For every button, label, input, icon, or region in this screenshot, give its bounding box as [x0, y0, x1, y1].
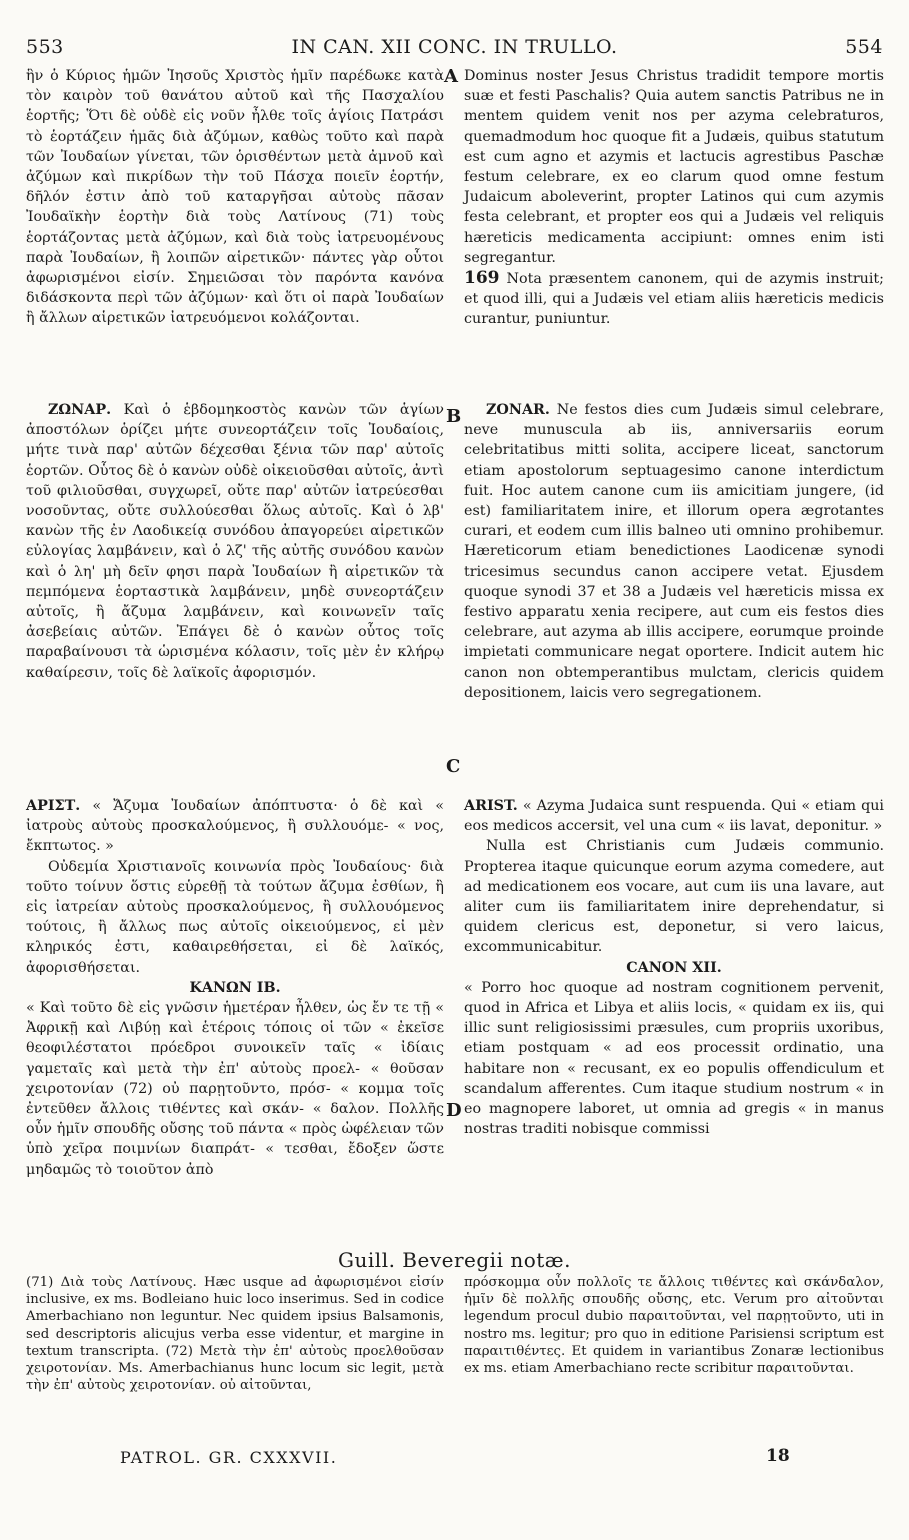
notes-right: πρόσκομμα οὖν πολλοῖς τε ἄλλοις τιθέντες καὶ σκάνδαλον, ἡμῖν δὲ πολλῆς σπουδῆς οὔσης, etc. Verum pro αἰτοῦνται legendum procul dubio παραιτοῦνται, vel παρῃτοῦντο, uti in nostro ms. legitur; pro quo in editione Parisiensi scriptum est παραιτιθέντες. Et quidem in variantibus Zonaræ lectionibus ex ms. etiam Amerbachiano recte scribitur παραιτοῦνται. [464, 1275, 884, 1377]
greek-para1: ἣν ὁ Κύριος ἡμῶν Ἰησοῦς Χριστὸς ἡμῖν παρέδωκε κατὰ τὸν καιρὸν τοῦ θανάτου αὐτοῦ καὶ τῆς Πασχαλίου ἑορτῆς; Ὅτι δὲ οὐδὲ εἰς νοῦν ἦλθε τοῖς ἁγίοις Πατράσι τὸ ἑορτάζειν ἡμᾶς διὰ ἀζύμων, καθὼς τοῦτο καὶ παρὰ τῶν Ἰουδαίων γίνεται, τῶν ὁρισθέντων μετὰ ἀμνοῦ καὶ ἀζύμων καὶ πικρίδων τὴν τοῦ Πάσχα ποιεῖν ἑορτήν, δῆλόν ἐστιν ἀπὸ τοῦ καταργῆσαι αὐτοὺς πᾶσαν Ἰουδαϊκὴν ἑορτὴν διὰ τοὺς Λατίνους (71) τοὺς ἑορτάζοντας μετὰ ἀζύμων, καὶ διὰ τοὺς ἰατρευομένους παρὰ Ἰουδαίων, ἢ λοιπῶν αἱρετικῶν· πάντες γὰρ οὗτοι ἀφωρισμένοι εἰσίν. Σημειῶσαι τὸν παρόντα κανόνα διδάσκοντα περὶ τῶν ἀζύμων· καὶ ὅτι οἱ παρὰ Ἰουδαίων ἢ ἄλλων αἱρετικῶν ἰατρευόμενοι κολάζονται. [26, 68, 444, 327]
canon-heading-latin: CANON XII. [626, 959, 722, 976]
margin-letter-a: A [444, 66, 458, 87]
canon-text-greek: « Καὶ τοῦτο δὲ εἰς γνῶσιν ἡμετέραν ἦλθεν, ὡς ἔν τε τῇ « Ἀφρικῇ καὶ Λιβύῃ καὶ ἑτέροις τόποις οἱ τῶν « ἐκεῖσε θεοφιλέστατοι πρόεδροι συνοικεῖν ταῖς « ἰδίαις γαμεταῖς καὶ μετὰ τὴν ἐπ' αὐτοὺς προελ- « θοῦσαν χειροτονίαν (72) οὐ παρῃτοῦντο, πρόσ- « κομμα τοῖς ἐντεῦθεν ἄλλοις τιθέντες καὶ σκάν- « δαλον. Πολλῆς οὖν ἡμῖν σπουδῆς οὔσης τοῦ πάντα « πρὸς ὠφέλειαν τῶν ὑπὸ χεῖρα ποιμνίων διαπράτ- « τεσθαι, ἔδοξεν ὥστε μηδαμῶς τὸ τοιοῦτον ἀπὸ [26, 1000, 444, 1178]
page-number-right: 554 [845, 36, 883, 58]
zonaras-label-latin: ZONAR. [486, 402, 550, 418]
notes-title: Guill. Beveregii notæ. [338, 1248, 571, 1272]
running-head [26, 36, 883, 62]
canon-text-latin: « Porro hoc quoque ad nostram cognitionem pervenit, quod in Africa et Libya et aliis locis, « quidam ex iis, qui illic sunt religiosissimi præsules, cum propriis uxoribus, etiam postquam « ad eos processit ordinatio, una habitare non « recusant, ex eo populis offendiculum et scandalum afferentes. Cum itaque studium nostrum « in eo magnopere laboret, ut omnia ad gregis « in manus nostras traditi nobisque commissi [464, 979, 884, 1138]
notes-left: (71) Διὰ τοὺς Λατίνους. Hæc usque ad ἀφωρισμένοι εἰσίν inclusive, ex ms. Bodleiano huic loco inserimus. Sed in codice Amerbachiano non leguntur. Nec quidem ipsius Balsamonis, sed descriptoris alicujus verba esse videntur, et margine in textum transcripta. (72) Μετὰ τὴν ἐπ' αὐτοὺς προελθοῦσαν χειροτονίαν. Ms. Amerbachianus hunc locum sic legit, μετὰ τὴν ἐπ' αὐτοὺς χειροτονίαν. οὐ αἰτοῦνται, [26, 1275, 444, 1394]
page-title: IN CAN. XII CONC. IN TRULLO. [291, 36, 618, 58]
arist-label-greek: ΑΡΙΣΤ. [26, 798, 81, 814]
zonaras-label-greek: ΖΩΝΑΡ. [48, 402, 112, 418]
latin-zonaras: ZONAR. Ne festos dies cum Judæis simul celebrare, neve munuscula ab iis, anniversariis eorum celebritatibus mitti solita, accipere liceat, sanctorum etiam apostolorum septuagesimo canone interdictum fuit. Hoc autem canone cum iis amicitiam jungere, (id est) familiaritatem inire, et illorum opera ægrotantes curari, et eodem cum illis balneo uti omnino prohibemur. Hæreticorum etiam benedictiones Laodicenæ synodi tricesimus secundus canon accipere vetat. Ejusdem quoque synodi 37 et 38 a Judæis vel hæreticis missa ex festivo apparatu xenia recipere, aut cum eis festos dies celebrare, aut azyma ab illis accipere, eorumque proinde impietati communicare negat oportere. Indicit autem hic canon non obtemperantibus mulctam, clericis quidem depositionem, laicis vero segregationem. [464, 402, 884, 701]
page-number-left: 553 [26, 36, 64, 58]
canon-heading-greek: ΚΑΝΩΝ ΙΒ. [189, 979, 281, 996]
margin-letter-b: B [446, 406, 462, 427]
latin-para1: Dominus noster Jesus Christus tradidit tempore mortis suæ et festi Paschalis? Quia autem sanctis Patribus ne in mentem quidem venit nos per azyma celebraturos, quemadmodum hoc quoque fit a Judæis, quibus statutum est cum agno et azymis et lactucis agrestibus Paschæ festum celebrare, ex eo clarum quod omne festum Judaicum aboleverint, propter Latinos qui cum azymis festa celebrant, et propter eos qui a Judæis vel reliquis hæreticis medicamenta accipiunt: omnes enim isti segregantur. 169 Nota præsentem canonem, qui de azymis instruit; et quod illi, qui a Judæis vel etiam aliis hæreticis medicis curantur, puniuntur. [464, 68, 884, 328]
margin-letter-d: D [446, 1100, 462, 1121]
arist-label-latin: ARIST. [464, 798, 518, 814]
margin-letter-c: C [446, 756, 461, 777]
latin-arist: ARIST. « Azyma Judaica sunt respuenda. Qui « etiam qui eos medicos accersit, vel una cum « iis lavat, deponitur. » Nulla est Christianis cum Judæis communio. Propterea itaque quicunque eorum azyma comedere, aut ad medicationem eos vocare, aut cum iis una lavare, aut aliter cum iis familiaritatem inire deprehendatur, si quidem clericus est, deponetur, si vero laicus, excommunicabitur. CANON XII. « Porro hoc quoque ad nostram cognitionem pervenit, quod in Africa et Libya et aliis locis, « quidam ex iis, qui illic sunt religiosissimi præsules, cum propriis uxoribus, etiam postquam « ad eos processit ordinatio, una habitare non « recusant, ex eo populis offendiculum et scandalum afferentes. Cum itaque studium nostrum « in eo magnopere laboret, ut omnia ad gregis « in manus nostras traditi nobisque commissi [464, 796, 884, 1139]
greek-arist: ΑΡΙΣΤ. « Ἄζυμα Ἰουδαίων ἀπόπτυστα· ὁ δὲ καὶ « ἰατροὺς αὐτοὺς προσκαλούμενος, ἢ συλλουόμε- « νος, ἔκπτωτος. » Οὐδεμία Χριστιανοῖς κοινωνία πρὸς Ἰουδαίους· διὰ τοῦτο τοίνυν ὅστις εὑρεθῇ τὰ τούτων ἄζυμα ἐσθίων, ἢ εἰς ἰατρείαν αὐτοὺς προσκαλούμενος, ἢ συλλουόμενος τούτοις, ἢ ἄλλως πως αὐτοῖς οἰκειούμενος, εἰ μὲν κληρικός ἐστι, καθαιρεθήσεται, εἰ δὲ λαϊκός, ἀφορισθήσεται. ΚΑΝΩΝ ΙΒ. « Καὶ τοῦτο δὲ εἰς γνῶσιν ἡμετέραν ἦλθεν, ὡς ἔν τε τῇ « Ἀφρικῇ καὶ Λιβύῃ καὶ ἑτέροις τόποις οἱ τῶν « ἐκεῖσε θεοφιλέστατοι πρόεδροι συνοικεῖν ταῖς « ἰδίαις γαμεταῖς καὶ μετὰ τὴν ἐπ' αὐτοὺς προελ- « θοῦσαν χειροτονίαν (72) οὐ παρῃτοῦντο, πρόσ- « κομμα τοῖς ἐντεῦθεν ἄλλοις τιθέντες καὶ σκάν- « δαλον. Πολλῆς οὖν ἡμῖν σπουδῆς οὔσης τοῦ πάντα « πρὸς ὠφέλειαν τῶν ὑπὸ χεῖρα ποιμνίων διαπράτ- « τεσθαι, ἔδοξεν ὥστε μηδαμῶς τὸ τοιοῦτον ἀπὸ [26, 796, 444, 1180]
footer-signature: 18 [766, 1446, 790, 1466]
greek-zonaras: ΖΩΝΑΡ. Καὶ ὁ ἑβδομηκοστὸς κανὼν τῶν ἁγίων ἀποστόλων ὁρίζει μήτε συνεορτάζειν τοῖς Ἰουδαίοις, μήτε τινὰ παρ' αὐτῶν δέχεσθαι ξένια τῶν παρ' αὐτοῖς ἑορτῶν. Οὗτος δὲ ὁ κανὼν οὐδὲ οἰκειοῦσθαι αὐτοῖς, ἀντὶ τοῦ φιλιοῦσθαι, συγχωρεῖ, οὔτε παρ' αὐτῶν ἰατρεύεσθαι νοσοῦντας, οὔτε συλλούεσθαι ὅλως αὐτοῖς. Καὶ ὁ λβ' κανὼν τῆς ἐν Λαοδικείᾳ συνόδου ἀπαγορεύει αἱρετικῶν εὐλογίας λαμβάνειν, καὶ ὁ λζ' τῆς αὐτῆς συνόδου κανὼν καὶ ὁ λη' μὴ δεῖν φησι παρὰ Ἰουδαίων ἢ αἱρετικῶν τὰ πεμπόμενα ἑορταστικὰ λαμβάνειν, μηδὲ συνεορτάζειν αὐτοῖς, ἢ ἄζυμα λαμβάνειν, καὶ κοινωνεῖν ταῖς ἀσεβείαις αὐτῶν. Ἐπάγει δὲ ὁ κανὼν οὗτος τοῖς παραβαίνουσι τὰ ὡρισμένα κόλασιν, τοῖς μὲν ἐν κλήρῳ καθαίρεσιν, τοῖς δὲ λαϊκοῖς ἀφορισμόν. [26, 402, 445, 681]
footer-series: PATROL. GR. CXXXVII. [120, 1448, 338, 1467]
column-number: 169 [464, 268, 500, 289]
